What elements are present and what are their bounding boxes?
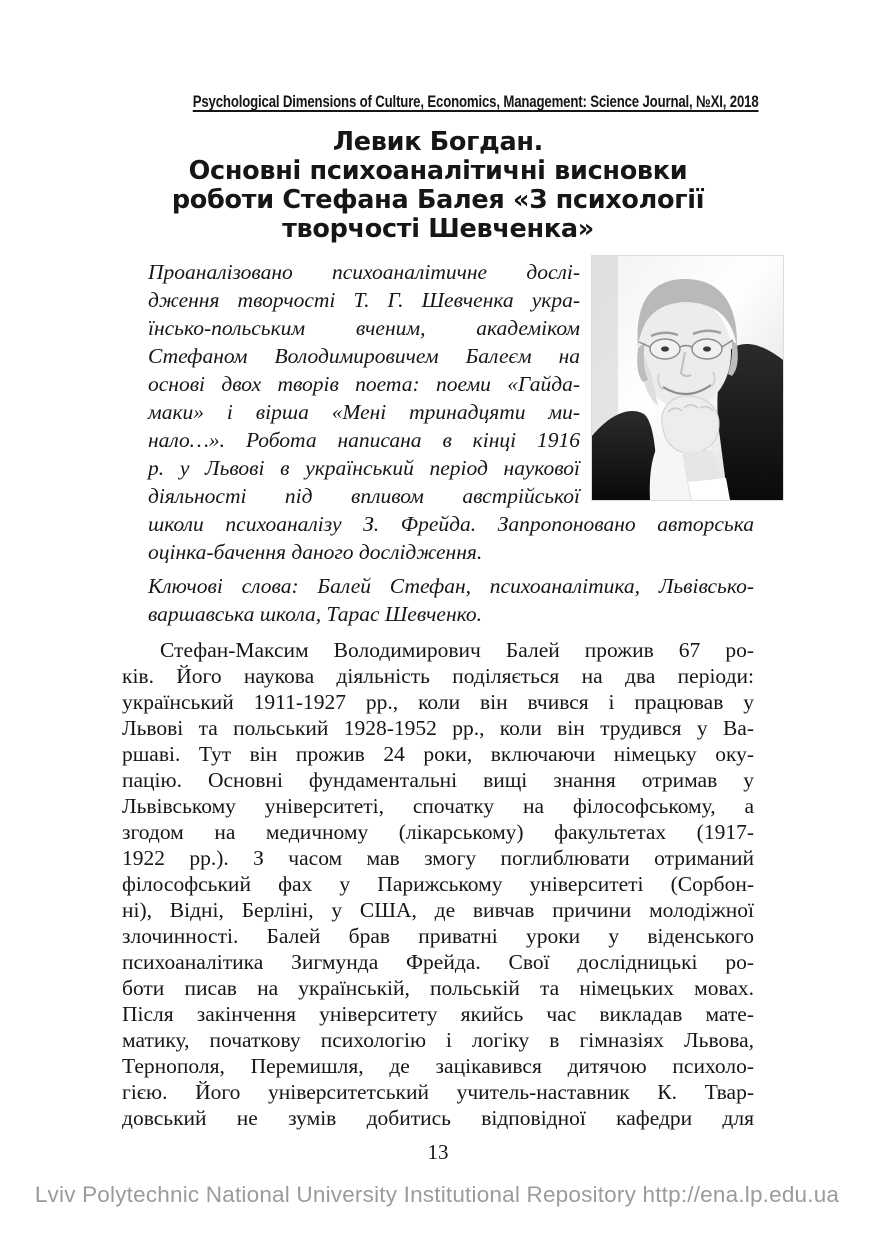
keywords <box>148 572 754 628</box>
abstract-line: Проаналізовано психоаналітичне дослі- <box>148 260 580 284</box>
title-line: Основні психоаналітичні висновки <box>188 156 688 186</box>
abstract-line: оцінка-бачення даного дослідження. <box>148 540 483 564</box>
body-line: матику, початкову психологію і логіку в гімназіях Львова, <box>122 1028 754 1052</box>
body-line: боти писав на українській, польській та німецьких мовах. <box>122 976 754 1000</box>
body-line: Львівському університеті, спочатку на філософському, а <box>122 794 754 818</box>
author-portrait-photo <box>592 256 783 500</box>
abstract-line: діяльності під впливом австрійської <box>148 484 580 508</box>
title-line: роботи Стефана Балея «З психології <box>171 185 705 215</box>
abstract-line: маки» і вірша «Мені тринадцяти ми- <box>148 400 580 424</box>
article-title <box>122 128 754 244</box>
body-line: Тернополя, Перемишля, де зацікавився дитячою психоло- <box>122 1054 754 1078</box>
body-line: згодом на медичному (лікарському) факультетах (1917- <box>122 820 754 844</box>
body-line: український 1911-1927 рр., коли він вчився і працював у <box>122 690 754 714</box>
abstract-line: дження творчості Т. Г. Шевченка укра- <box>148 288 580 312</box>
body-line: психоаналітика Зигмунда Фрейда. Свої дослідницькі ро- <box>122 950 754 974</box>
body-line: 1922 рр.). З часом мав змогу поглиблювати отриманий <box>122 846 754 870</box>
repository-footer: Lviv Polytechnic National University Institutional Repository http://ena.lp.edu.ua <box>34 1182 840 1207</box>
title-line: творчості Шевченка» <box>282 214 594 244</box>
body-line: філософський фах у Парижському університеті (Сорбон- <box>122 872 754 896</box>
body-line: Після закінчення університету якийсь час викладав мате- <box>122 1002 754 1026</box>
body-line: гією. Його університетський учитель-наставник К. Твар- <box>122 1080 754 1104</box>
body-line: Стефан-Максим Володимирович Балей прожив 67 ро- <box>160 638 754 662</box>
keywords-line: варшавська школа, Тарас Шевченко. <box>148 602 482 626</box>
abstract-line: Стефаном Володимировичем Балеєм на <box>148 344 580 368</box>
abstract <box>148 258 754 566</box>
body-line: пацію. Основні фундаментальні вищі знання отримав у <box>122 768 754 792</box>
body-paragraph <box>122 637 754 1131</box>
abstract-line: нало…». Робота написана в кінці 1916 <box>148 428 580 452</box>
body-line: ків. Його наукова діяльність поділяється на два періоди: <box>122 664 754 688</box>
abstract-line: основі двох творів поета: поеми «Гайда- <box>148 372 580 396</box>
body-line: Львові та польський 1928-1952 рр., коли він трудився у Ва- <box>122 716 754 740</box>
body-line: довський не зумів добитись відповідної кафедри для <box>122 1106 754 1130</box>
portrait-illustration <box>592 256 783 500</box>
page-number: 13 <box>427 1140 449 1164</box>
journal-header <box>122 93 759 115</box>
abstract-line: їнсько-польським вченим, академіком <box>148 316 580 340</box>
body-line: злочинності. Балей брав приватні уроки у віденського <box>122 924 754 948</box>
body-line: ні), Відні, Берліні, у США, де вивчав причини молодіжної <box>122 898 754 922</box>
abstract-line: школи психоаналізу З. Фрейда. Запропоновано авторська <box>148 512 754 536</box>
abstract-line: р. у Львові в український період наукової <box>148 456 580 480</box>
title-line: Левик Богдан. <box>332 127 544 157</box>
body-line: ршаві. Тут він прожив 24 роки, включаючи німецьку оку- <box>122 742 754 766</box>
keywords-line: Ключові слова: Балей Стефан, психоаналітика, Львівсько- <box>148 574 754 598</box>
journal-header-text: Psychological Dimensions of Culture, Economics, Management: Science Journal, №XI, 2018 <box>192 93 759 111</box>
